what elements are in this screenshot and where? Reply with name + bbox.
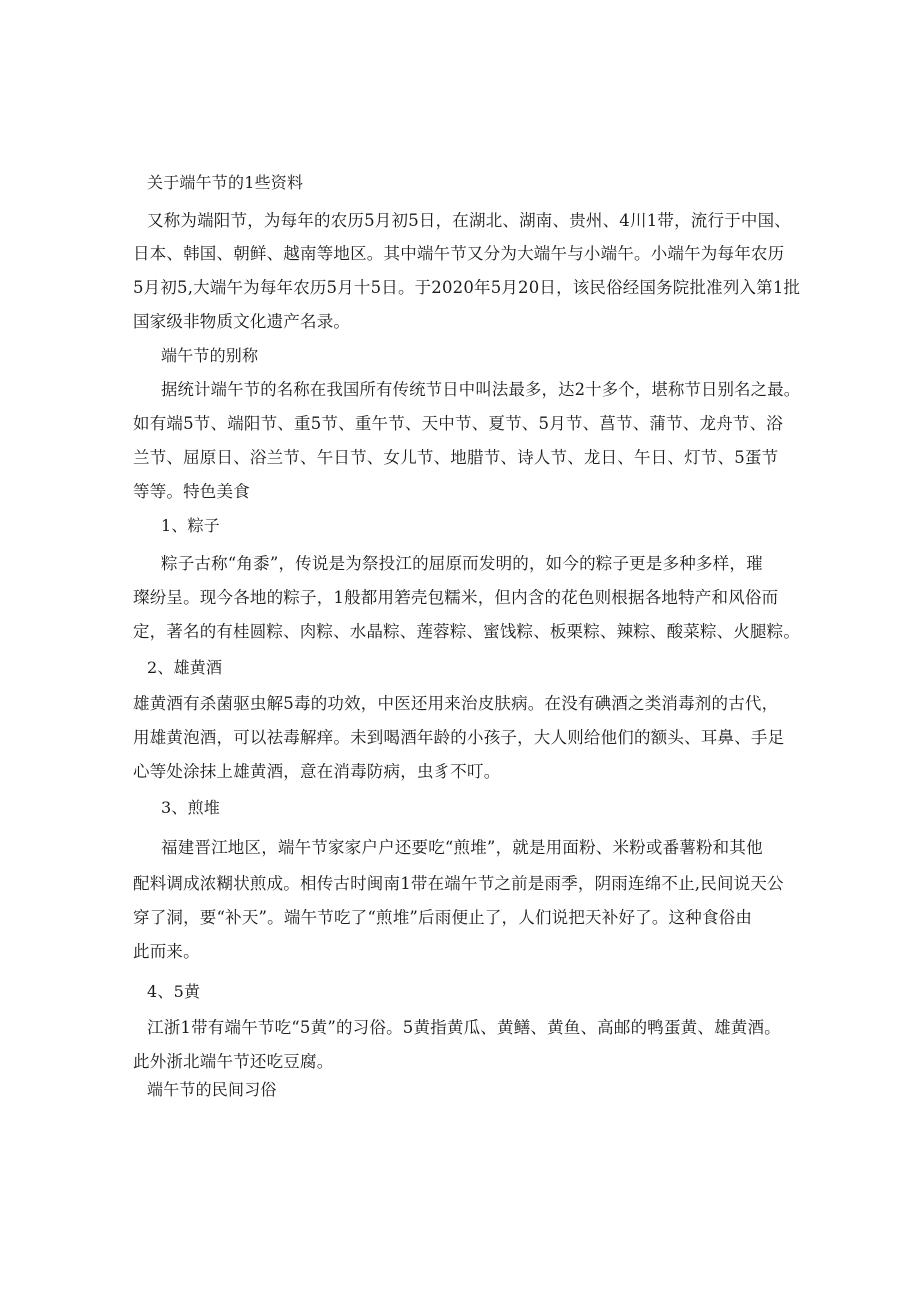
aliases-line-2: 如有端5节、端阳节、重5节、重午节、天中节、夏节、5月节、菖节、蒲节、龙舟节、浴 [133,414,783,433]
food3-heading: 3、煎堆 [161,798,220,817]
food3-line-3: 穿了洞，要“补天”。端午节吃了“煎堆”后雨便止了，人们说把天补好了。这种食俗由 [133,908,753,927]
food4-line-2: 此外浙北端午节还吃豆腐。 [133,1052,334,1071]
document-title: 关于端午节的1些资料 [147,173,304,192]
intro-line-3: 5月初5,大端午为每年农历5月十5日。于2020年5月20日，该民俗经国务院批准列入第1批 [133,278,801,297]
food2-line-3: 心等处涂抹上雄黄酒，意在消毒防病，虫豸不叮。 [133,762,501,781]
aliases-line-1: 据统计端午节的名称在我国所有传统节日中叫法最多，达2十多个，堪称节日别名之最。 [161,380,801,399]
aliases-line-4: 等等。特色美食 [133,482,250,501]
customs-heading: 端午节的民间习俗 [147,1080,277,1099]
food2-line-2: 用雄黄泡酒，可以祛毒解痒。未到喝酒年龄的小孩子，大人则给他们的额头、耳鼻、手足 [133,728,785,747]
intro-line-4: 国家级非物质文化遗产名录。 [133,312,351,331]
food3-line-2: 配料调成浓糊状煎成。相传古时闽南1带在端午节之前是雨季，阴雨连绵不止,民间说天公 [133,874,784,893]
food1-line-1: 粽子古称“角黍”，传说是为祭投江的屈原而发明的，如今的粽子更是多种多样，璀 [161,554,763,573]
intro-line-1: 又称为端阳节，为每年的农历5月初5日，在湖北、湖南、贵州、4川1带，流行于中国、 [147,211,791,230]
aliases-heading: 端午节的别称 [161,346,259,365]
food3-line-4: 此而来。 [133,942,200,961]
food1-line-2: 璨纷呈。现今各地的粽子，1般都用箬壳包糯米，但内含的花色则根据各地特产和风俗而 [133,588,779,607]
intro-line-2: 日本、韩国、朝鲜、越南等地区。其中端午节又分为大端午与小端午。小端午为每年农历 [133,244,785,263]
food1-line-3: 定，著名的有桂圆粽、肉粽、水晶粽、莲蓉粽、蜜饯粽、板栗粽、辣粽、酸菜粽、火腿粽。 [133,622,800,641]
food1-heading: 1、粽子 [161,516,220,535]
food4-heading: 4、5黄 [147,982,201,1001]
food3-line-1: 福建晋江地区，端午节家家户户还要吃“煎堆”，就是用面粉、米粉或番薯粉和其他 [161,838,763,857]
food2-heading: 2、雄黄酒 [147,658,223,677]
food4-line-1: 江浙1带有端午节吃“5黄”的习俗。5黄指黄瓜、黄鳝、黄鱼、高邮的鸭蛋黄、雄黄酒。 [147,1018,781,1037]
food2-line-1: 雄黄酒有杀菌驱虫解5毒的功效，中医还用来治皮肤病。在没有碘酒之类消毒剂的古代， [133,694,779,713]
aliases-line-3: 兰节、屈原日、浴兰节、午日节、女儿节、地腊节、诗人节、龙日、午日、灯节、5蛋节 [133,448,779,467]
